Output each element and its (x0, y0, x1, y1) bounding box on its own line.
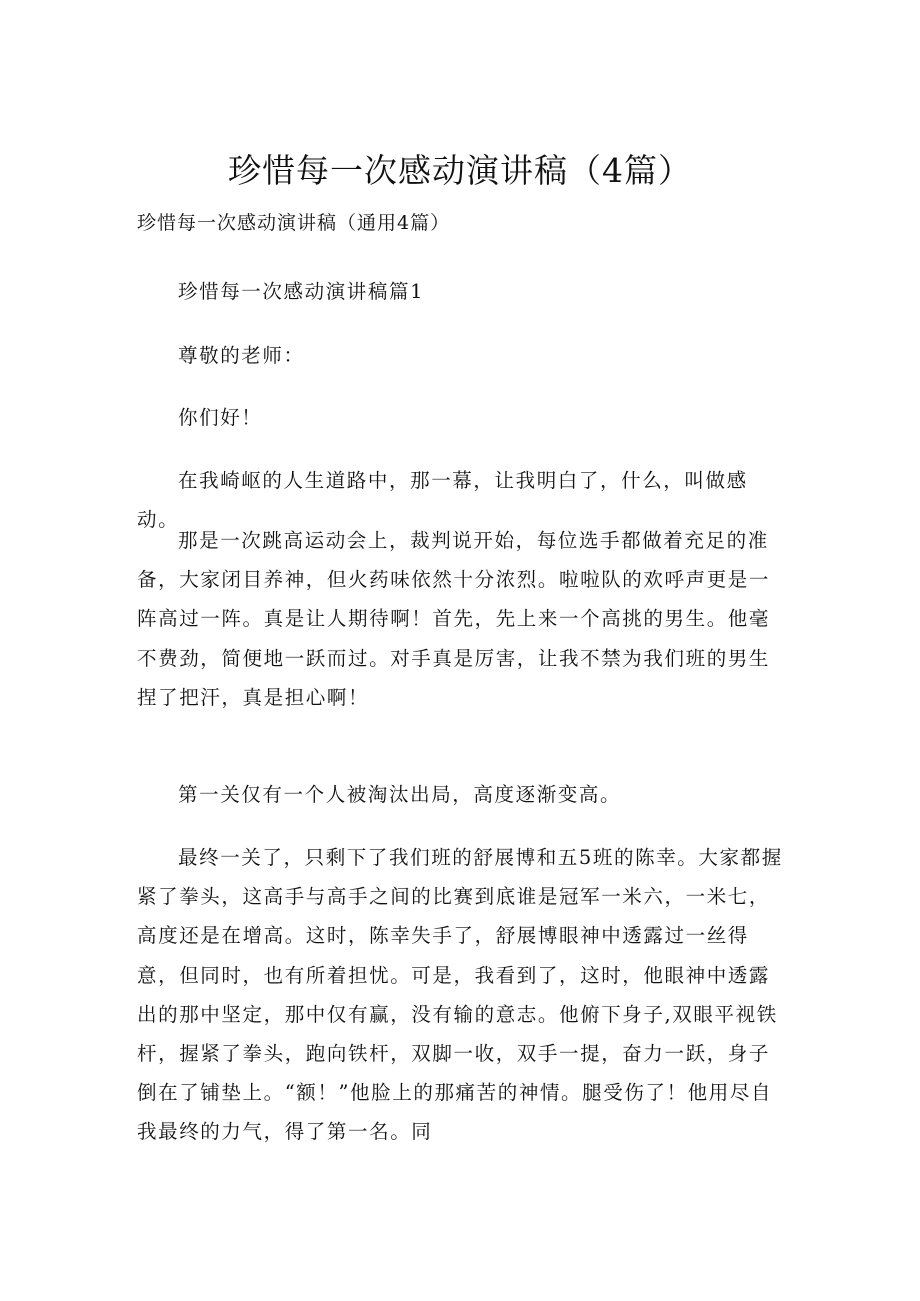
paragraph-first-round: 第一关仅有一个人被淘汰出局，高度逐渐变高。 (178, 783, 622, 806)
paragraph-final-round: 最终一关了，只剩下了我们班的舒展博和五5班的陈幸。大家都握紧了拳头，这高手与高手之间的比赛到底谁是冠军一米六，一米七，高度还是在增高。这时，陈幸失手了，舒展博眼神中透露过一丝得意，但同时，也有所着担忧。可是，我看到了，这时，他眼神中透露出的那中坚定，那中仅有赢，没有输的意志。他俯下身子,双眼平视铁杆，握紧了拳头，跑向铁杆，双脚一收，双手一提，奋力一跃，身子倒在了铺垫上。“额！”他脸上的那痛苦的神情。腿受伤了！他用尽自我最终的力气，得了第一名。同 (137, 846, 783, 1144)
salutation: 尊敬的老师： (178, 344, 305, 367)
paragraph-intro: 在我崎岖的人生道路中，那一幕，让我明白了，什么，叫做感动。 (137, 469, 748, 532)
section-heading: 珍惜每一次感动演讲稿篇1 (178, 280, 425, 303)
greeting: 你们好！ (178, 406, 263, 429)
paragraph-competition: 那是一次跳高运动会上，裁判说开始，每位选手都做着充足的准备，大家闭目养神，但火药味依然十分浓烈。啦啦队的欢呼声更是一阵高过一阵。真是让人期待啊！首先，先上来一个高挑的男生。他毫不费劲，简便地一跃而过。对手真是厉害，让我不禁为我们班的男生捏了把汗，真是担心啊！ (137, 529, 771, 709)
document-title: 珍惜每一次感动演讲稿（4篇） (228, 151, 692, 190)
document-subtitle: 珍惜每一次感动演讲稿（通用4篇） (137, 212, 451, 234)
